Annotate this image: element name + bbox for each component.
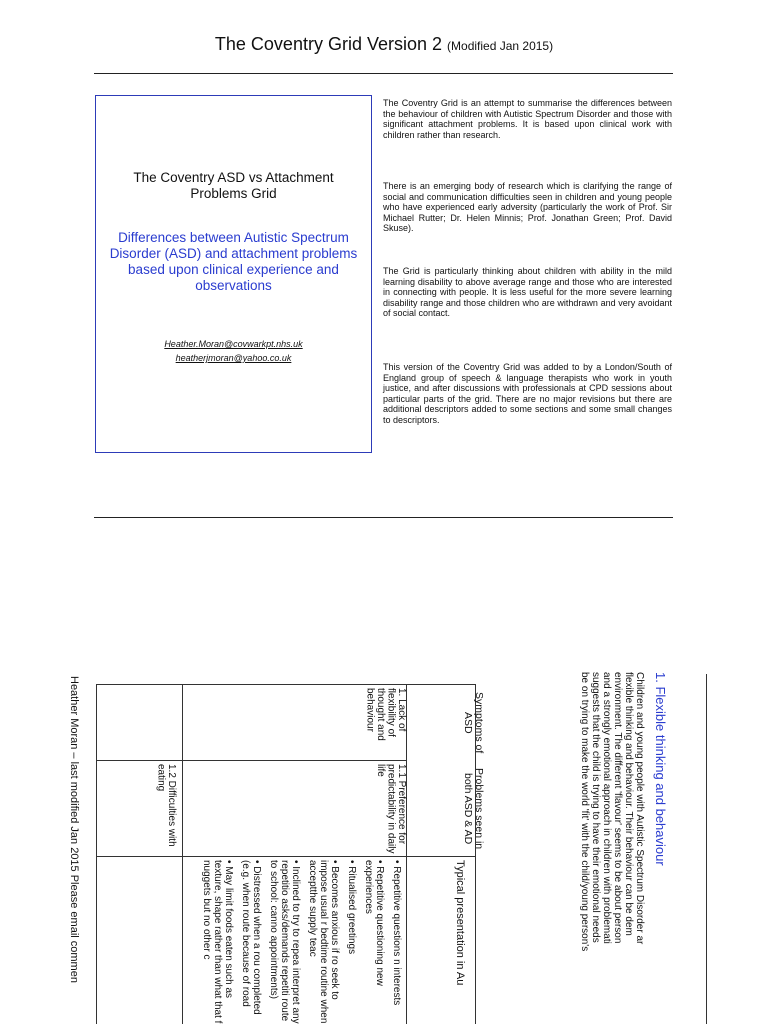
intro-paragraph-3: The Grid is particularly thinking about children with ability in the mild learning disability to above average range and those who are interested in connecting with people. It is less useful for the more severe learning disability range and those children who are withdrawn and very avoidant of social contact. <box>383 266 672 318</box>
section-line: flexible thinking and behaviour. Their behaviour can be dem <box>623 672 634 936</box>
typical-bullets <box>186 860 402 1024</box>
header-both-cell: Problems seen in both ASD & AD <box>462 768 485 850</box>
section-line: and a strongly emotional approach in children with problemati <box>601 672 612 944</box>
page-title <box>0 34 768 55</box>
box-description: Differences between Autistic Spectrum Disorder (ASD) and attachment problems based upon clinical experience and observations <box>109 230 358 293</box>
row2-both-cell: 1.2 Difficulties with eating <box>155 764 177 847</box>
grid-columns <box>96 684 485 1024</box>
email-link-nhs[interactable]: Heather.Moran@covwarkpt.nhs.uk <box>164 339 303 349</box>
list-item: • May limit foods eaten such as texture, shape rather than what that f nuggets but no other c <box>201 860 234 1024</box>
row1-symptom-cell: 1. Lack of flexibility of thought and behaviour <box>364 688 407 741</box>
section-title-text: 1. Flexible thinking and behaviour <box>653 672 668 866</box>
section-line: be on trying to make the world 'fit' with the child/young person's <box>579 672 590 952</box>
list-item: • Repetitive questioning new experiences <box>363 860 385 986</box>
title-box <box>95 95 372 453</box>
header-symptoms-cell: Symptoms of ASD <box>462 692 485 754</box>
footer-vertical <box>60 676 80 1024</box>
list-item: • Becomes anxious if ro seek to impose usual r bedtime routine when acceptthe supply teac <box>307 860 340 1024</box>
grid-page-right-rule <box>706 674 707 1024</box>
section-block <box>548 672 668 1024</box>
header-typical-cell: Typical presentation in Au <box>454 860 466 986</box>
email-link-yahoo[interactable]: heatherjmoran@yahoo.co.uk <box>175 353 292 363</box>
footer-text: Heather Moran – last modified Jan 2015 Please email commen <box>68 676 80 983</box>
list-item: • Distressed when a rou completed (e.g. when route because of road <box>240 860 262 1015</box>
top-divider <box>94 73 673 74</box>
list-item: • Ritualised greetings <box>346 860 357 955</box>
section-line: environment. The different 'flavour' seems to be about person <box>612 672 623 944</box>
box-heading: The Coventry ASD vs Attachment Problems Grid <box>133 170 334 201</box>
list-item: • Repetitive questions n interests <box>391 860 402 1006</box>
intro-paragraph-2: There is an emerging body of research which is clarifying the range of social and communication difficulties seen in children and young people who have experienced early adversity (particularly the work of Prof. Sir Michael Rutter; Dr. Helen Minnis; Prof. Jonathan Green; Prof. David Skuse). <box>383 181 672 233</box>
row1-both-cell: 1.1 Preference for predictability in daily life <box>375 764 407 854</box>
section-line: Children and young people with Autistic Spectrum Disorder ar <box>634 672 645 945</box>
title-text: The Coventry Grid Version 2 <box>214 34 443 54</box>
bottom-divider <box>94 517 673 518</box>
section-line: suggests that the child is trying to have their emotional needs <box>590 672 601 943</box>
title-subtitle: (Modified Jan 2015) <box>447 39 554 53</box>
intro-paragraph-1: The Coventry Grid is an attempt to summarise the differences between the behaviour of children with Autistic Spectrum Disorder and those with significant attachment problems. It is based upon clinical work with children rather than research. <box>383 98 672 140</box>
intro-paragraph-4: This version of the Coventry Grid was added to by a London/South of England group of speech & language therapists who work in youth justice, and after discussions with professionals at CPD sessions about particular parts of the grid. There are no major revisions but there are additional descriptors added to some sections and some small changes to descriptors. <box>383 362 672 425</box>
contact-emails <box>96 337 371 365</box>
list-item: • Inclined to try to repea interpret any repetitio asks/demands repetiti route to school: canno appointments) <box>268 860 301 1024</box>
